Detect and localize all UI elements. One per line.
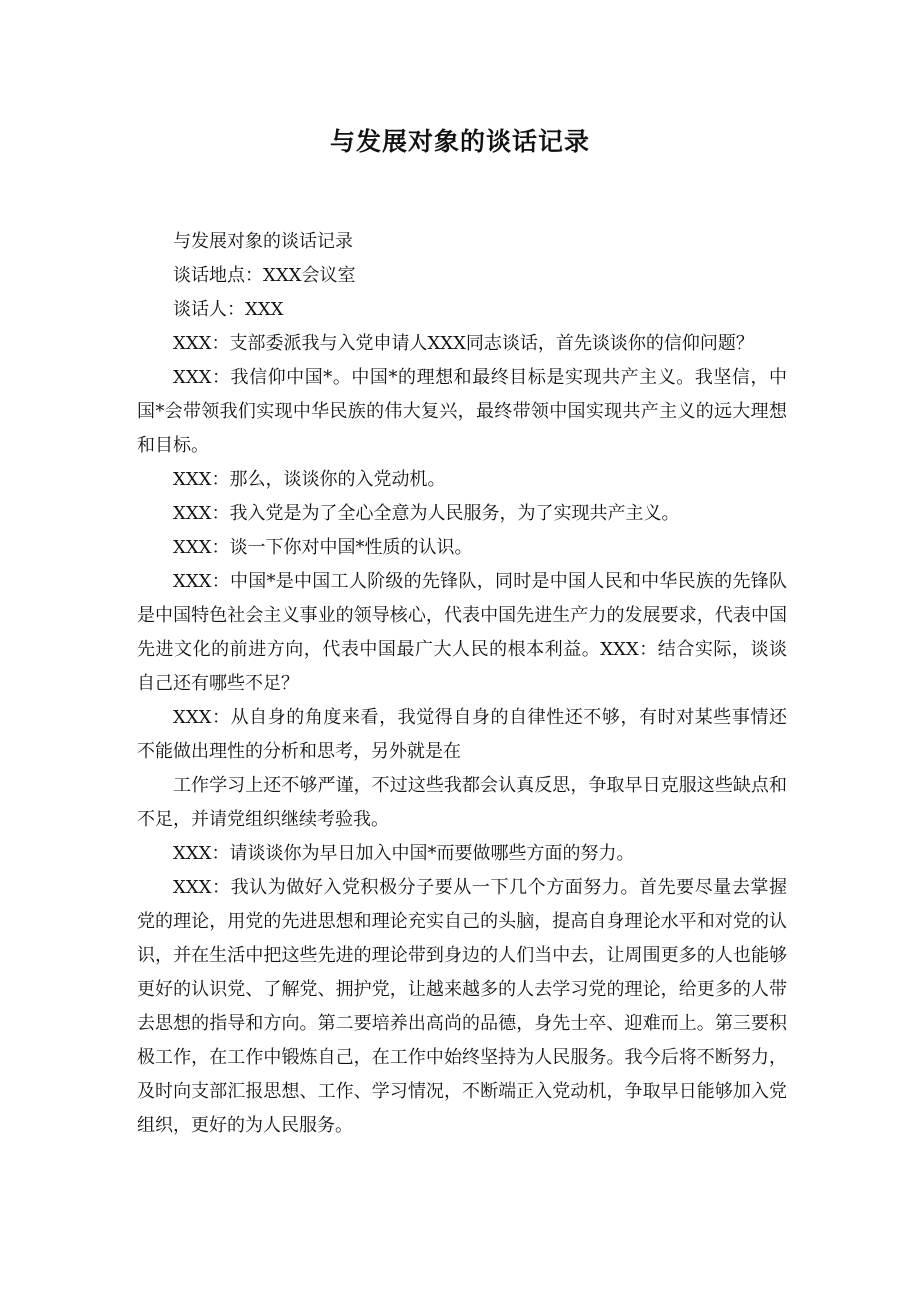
paragraph-answer-nature: XXX：中国*是中国工人阶级的先锋队，同时是中国人民和中华民族的先锋队是中国特色社会主义事业的领导核心，代表中国先进生产力的发展要求，代表中国先进文化的前进方向，代表中国最广大人民的根本利益。XXX：结合实际，谈谈自己还有哪些不足？: [137, 571, 787, 694]
paragraph-answer-efforts: XXX：我认为做好入党积极分子要从一下几个方面努力。首先要尽量去掌握党的理论，用党的先进思想和理论充实自己的头脑，提高自身理论水平和对党的认识，并在生活中把这些先进的理论带到身边的人们当中去，让周围更多的人也能够更好的认识党、了解党、拥护党，让越来越多的人去学习党的理论，给更多的人带去思想的指导和方向。第二要培养出高尚的品德，身先士卒、迎难而上。第三要积极工作，在工作中锻炼自己，在工作中始终坚持为人民服务。我今后将不断努力，及时向支部汇报思想、工作、学习情况，不断端正入党动机，争取早日能够加入党组织，更好的为人民服务。: [137, 877, 787, 1136]
paragraph-question-efforts: XXX：请谈谈你为早日加入中国*而要做哪些方面的努力。: [173, 843, 635, 864]
paragraph-question-nature: XXX：谈一下你对中国*性质的认识。: [173, 537, 473, 558]
paragraph-question-belief: XXX：支部委派我与入党申请人XXX同志谈话，首先谈谈你的信仰问题？: [173, 333, 754, 354]
paragraph-location: 谈话地点：XXX会议室: [173, 265, 356, 286]
paragraph-answer-shortcomings: XXX：从自身的角度来看，我觉得自身的自律性还不够，有时对某些事情还不能做出理性的分析和思考，另外就是在: [137, 707, 787, 762]
paragraph-answer-belief: XXX：我信仰中国*。中国*的理想和最终目标是实现共产主义。我坚信，中国*会带领我们实现中华民族的伟大复兴，最终带领中国实现共产主义的远大理想和目标。: [137, 367, 787, 456]
paragraph-subtitle: 与发展对象的谈话记录: [173, 231, 353, 252]
document-body: [137, 225, 787, 1143]
paragraph-question-motive: XXX：那么，谈谈你的入党动机。: [173, 469, 446, 490]
paragraph-interviewer: 谈话人：XXX: [173, 299, 284, 320]
paragraph-answer-motive: XXX：我入党是为了全心全意为人民服务，为了实现共产主义。: [173, 503, 680, 524]
paragraph-answer-shortcomings-cont: 工作学习上还不够严谨，不过这些我都会认真反思，争取早日克服这些缺点和不足，并请党组织继续考验我。: [137, 775, 787, 830]
document-title: 与发展对象的谈话记录: [329, 127, 590, 156]
